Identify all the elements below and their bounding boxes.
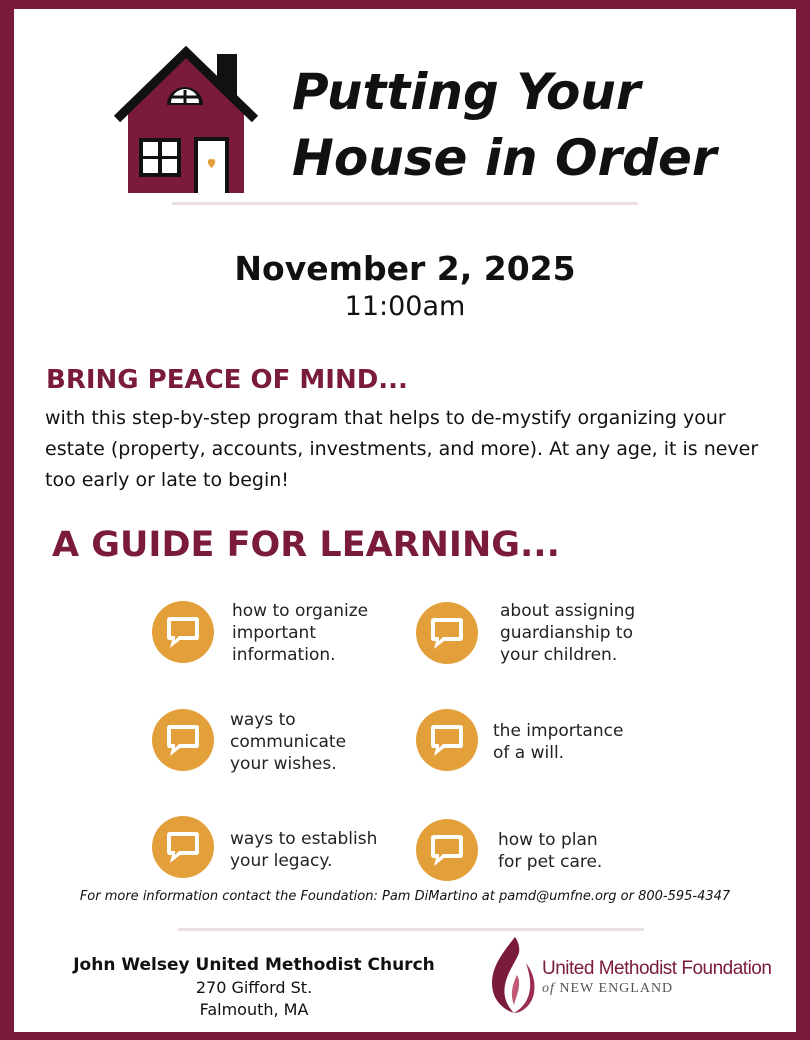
- intro-heading: BRING PEACE OF MIND...: [46, 365, 408, 395]
- intro-paragraph: with this step-by-step program that helps to de-mystify organizing your estate (property, accounts, investments, and more). At any age, it is never too early or late to begin!: [45, 407, 759, 491]
- speech-bubble-icon: [416, 602, 478, 664]
- foundation-region-of: of: [542, 981, 555, 996]
- contact-info: For more information contact the Foundation: Pam DiMartino at pamd@umfne.org or 800-595-4347: [79, 889, 731, 904]
- venue-name: John Welsey United Methodist Church: [73, 955, 435, 975]
- event-time: 11:00am: [344, 291, 466, 322]
- speech-bubble-icon: [416, 709, 478, 771]
- page-title: [292, 59, 792, 191]
- speech-bubble-icon: [152, 709, 214, 771]
- venue-address: [44, 953, 464, 1021]
- foundation-region: [542, 981, 771, 997]
- speech-bubble-icon: [416, 819, 478, 881]
- venue-city: Falmouth, MA: [199, 1000, 309, 1019]
- divider: [172, 202, 638, 205]
- guide-item-text: ways to establish your legacy.: [230, 829, 378, 871]
- foundation-name: United Methodist Foundation: [542, 958, 772, 979]
- guide-item-text: the importance of a will.: [493, 721, 624, 763]
- speech-bubble-icon: [152, 601, 214, 663]
- foundation-logo: [542, 958, 771, 997]
- divider: [178, 928, 644, 931]
- guide-item-text: how to organize important information.: [232, 601, 369, 665]
- venue-street: 270 Gifford St.: [195, 978, 313, 997]
- foundation-region-name: NEW ENGLAND: [559, 981, 674, 996]
- title-line-2: House in Order: [292, 129, 717, 187]
- flame-logo-icon: [488, 935, 538, 1015]
- event-date: November 2, 2025: [234, 249, 576, 288]
- guide-item-text: how to plan for pet care.: [498, 830, 603, 872]
- house-icon: [114, 41, 259, 193]
- guide-item-text: about assigning guardianship to your children.: [500, 601, 636, 665]
- guide-item-text: ways to communicate your wishes.: [230, 710, 347, 774]
- speech-bubble-icon: [152, 816, 214, 878]
- guide-heading: A GUIDE FOR LEARNING...: [52, 525, 560, 565]
- title-line-1: Putting Your: [292, 63, 641, 121]
